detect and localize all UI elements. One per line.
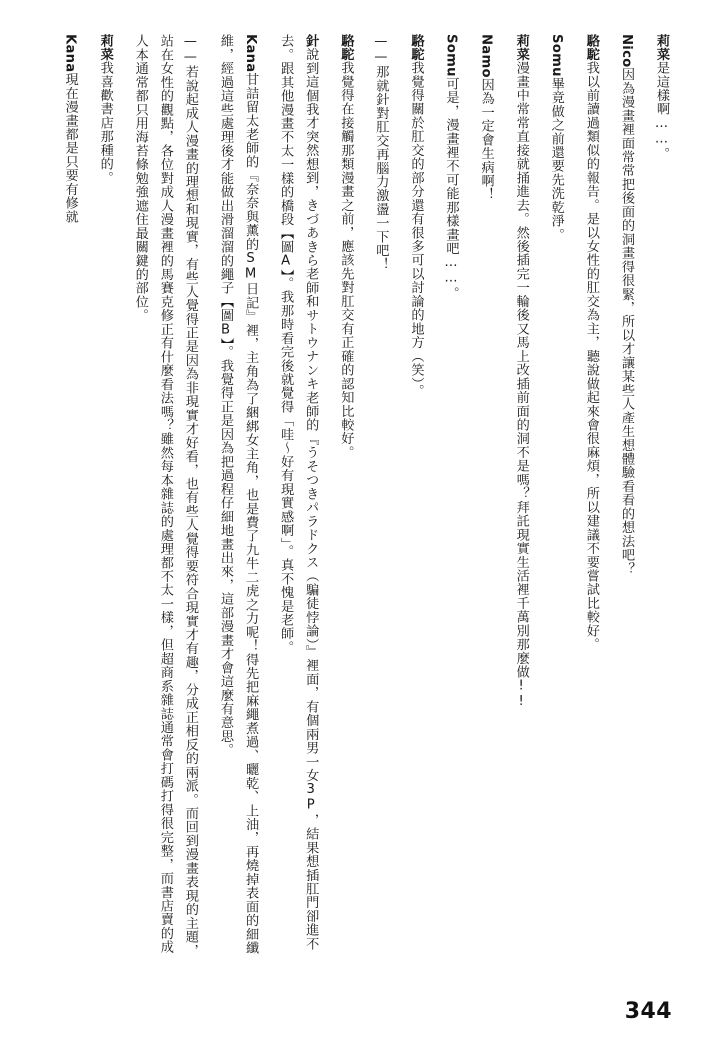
- speaker-text: 現在漫畫都是只要有修就: [62, 72, 78, 224]
- paragraph-block: [58, 34, 83, 964]
- page-number: 344: [624, 999, 672, 1024]
- paragraph-block: [579, 34, 604, 964]
- speaker-text: 說到這個我才突然想到，きづあきら老師和サトウナンキ老師的『うそつきパラドクス（騙徒悖論）』裡面，有個兩男一女3P，結果想插肛門卻進不去。跟其他漫畫不太一樣的橋段【圖A】。我那時看完後就覺得「哇～好有現實感啊」。真不愧是老師。: [278, 34, 319, 951]
- paragraph-block: [474, 34, 499, 964]
- paragraph-block: [333, 34, 358, 964]
- speaker-text: 我喜歡書店那種的。: [97, 60, 113, 185]
- paragraph-block: [649, 34, 674, 964]
- speaker-text: 漫畫中常常直接就捅進去。然後插完一輪後又馬上改插前面的洞不是嗎？拜託現實生活裡千萬別那麼做!!: [513, 60, 529, 710]
- speaker-text: 我覺得在接觸那類漫畫之前，應該先對肛交有正確的認知比較好。: [338, 60, 354, 460]
- speaker-text: 我以前讀過類似的報告。是以女性的肛交為主，聽說做起來會很麻煩，所以建議不要嘗試比較好。: [583, 60, 599, 652]
- speaker-text: 因為漫畫裡面常常把後面的洞畫得很緊，所以才讓某些人產生想體驗看看的想法吧？: [618, 67, 634, 576]
- speaker-name: Somu: [443, 34, 459, 77]
- speaker-name: 莉菜: [513, 34, 529, 61]
- speaker-name: 莉菜: [654, 34, 669, 61]
- paragraph-block: [213, 34, 263, 964]
- paragraph-block: [403, 34, 428, 964]
- speaker-text: 甘詰留太老師的『奈奈與薰的SM日記』裡，主角為了綑綁女主角，也是費了九牛二虎之力呢！得先把麻繩煮過、曬乾、上油，再燒掉表面的細纖維，經過這些處理後才能做出滑溜溜的繩子【圖B】。我覺得正是因為把過程仔細地畫出來，這部漫畫才會這麼有意思。: [217, 34, 259, 955]
- speaker-text: 可是，漫畫裡不可能那樣畫吧……。: [443, 76, 459, 300]
- question-text: ——若說起成人漫畫的理想和現實，有些人覺得正是因為非現實才好看，也有些人覺得要符合現實才有趣，分成正相反的兩派。而回到漫畫表現的主題，站在女性的觀點，各位對成人漫畫裡的馬賽克修正有什麼看法嗎？雖然每本雜誌的處理都不太一樣，但超商系雜誌通常會打碼打得很完整，而書店賣的成人本通常都只用海苔條勉強遮住最關鍵的部位。: [132, 34, 198, 958]
- paragraph-block: [614, 34, 639, 964]
- speaker-name: 駱駝: [583, 34, 599, 61]
- question-text: ——那就針對肛交再腦力激盪一下吧！: [373, 34, 389, 271]
- speaker-text: 我覺得關於肛交的部分還有很多可以討論的地方（笑）。: [408, 60, 424, 398]
- speaker-name: Somu: [548, 34, 564, 77]
- paragraph-block: [93, 34, 118, 964]
- speaker-name: 駱駝: [408, 34, 424, 61]
- speaker-text: 因為一定會生病啊！: [478, 77, 494, 202]
- speaker-text: 畢竟做之前還要先洗乾淨。: [548, 76, 564, 242]
- text-column-container: [34, 34, 674, 980]
- paragraph-block: [438, 34, 463, 964]
- interviewer-question: [128, 34, 203, 964]
- speaker-name: Nico: [618, 34, 634, 68]
- speaker-name: 駱駝: [338, 34, 354, 61]
- speaker-name: 針: [303, 34, 319, 48]
- interviewer-question: [368, 34, 393, 964]
- paragraph-block: [544, 34, 569, 964]
- speaker-text: 是這樣啊……。: [654, 60, 669, 161]
- speaker-name: Kana: [243, 34, 259, 73]
- speaker-name: Kana: [62, 34, 78, 73]
- speaker-name: Namo: [478, 34, 494, 78]
- paragraph-block: [509, 34, 534, 964]
- paragraph-block: [273, 34, 323, 964]
- speaker-name: 莉菜: [97, 34, 113, 61]
